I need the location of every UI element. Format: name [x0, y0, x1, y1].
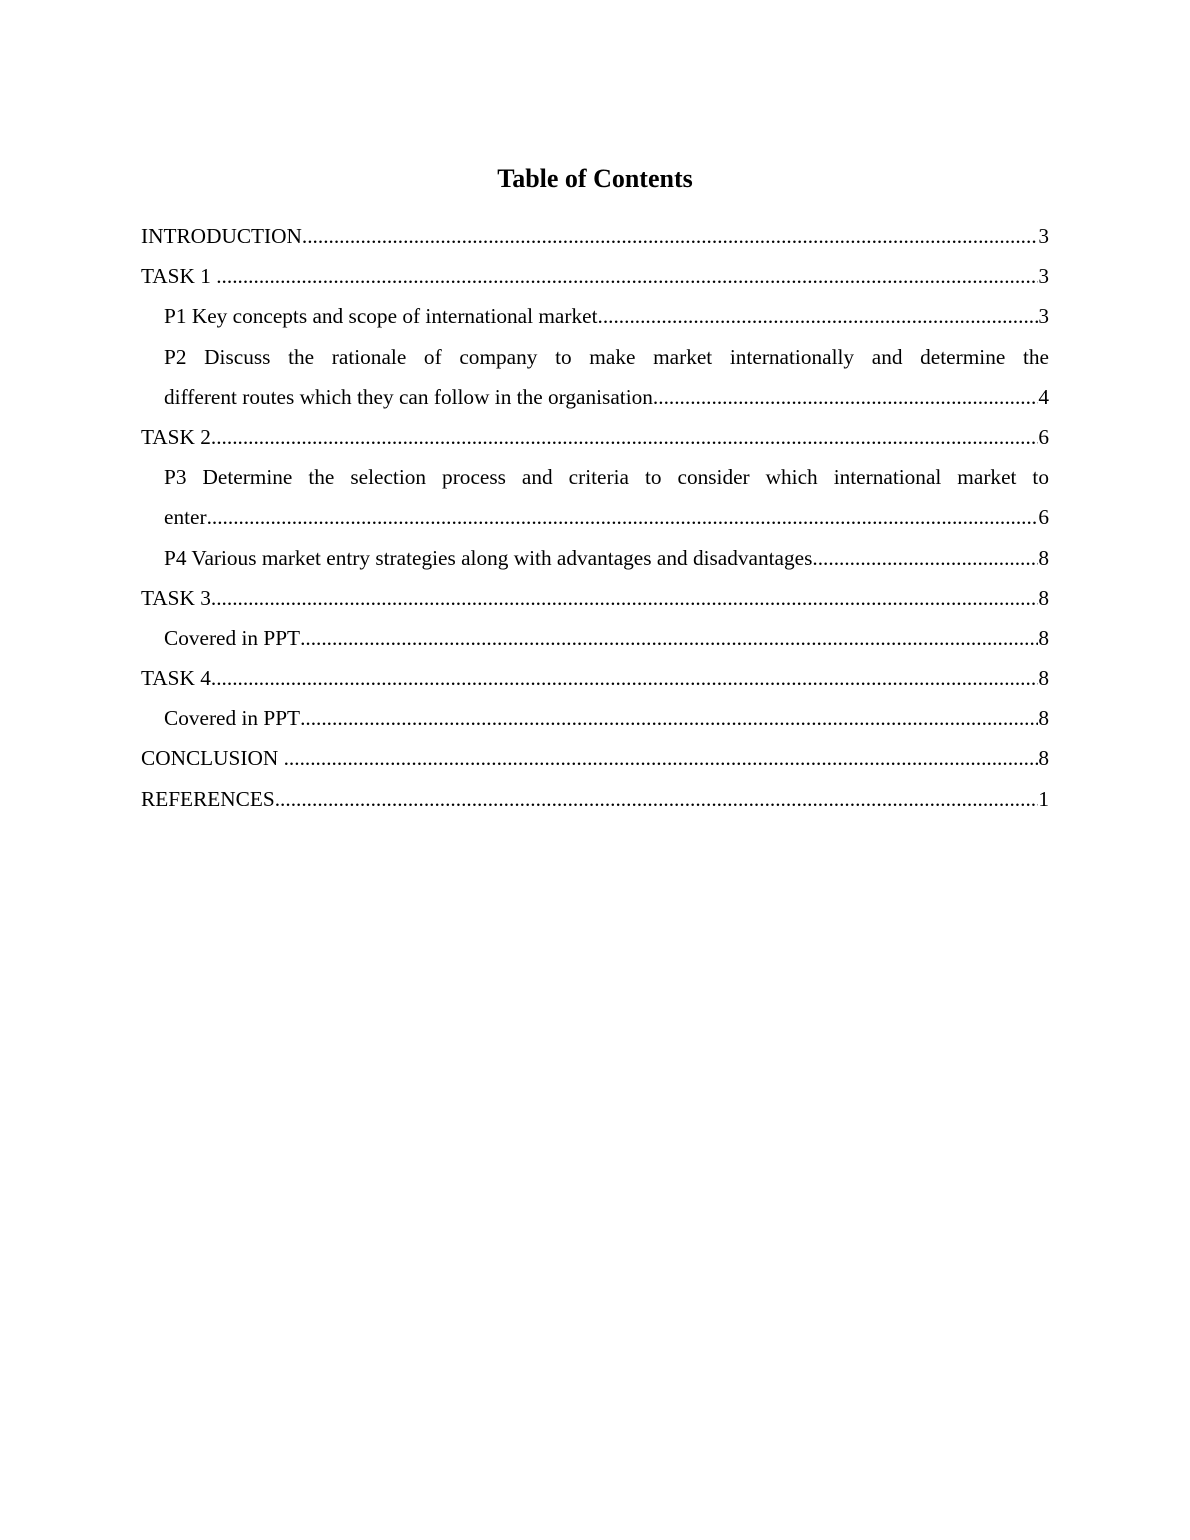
toc-entry-label: Covered in PPT	[164, 625, 301, 650]
dot-leader	[211, 658, 1038, 698]
toc-entry-references[interactable]	[141, 779, 1049, 819]
toc-entry-task-3[interactable]	[141, 578, 1049, 618]
toc-entry-label-line1: P3 Determine the selection process and criteria to consider which international market to	[164, 465, 1049, 490]
table-of-contents	[141, 216, 1049, 819]
toc-entry-page: 6	[1038, 424, 1049, 449]
toc-entry-p4[interactable]	[141, 538, 1049, 578]
toc-entry-label: INTRODUCTION	[141, 224, 302, 248]
dot-leader	[275, 779, 1039, 819]
toc-entry-label: TASK 4	[141, 666, 211, 691]
dot-leader	[211, 578, 1038, 618]
toc-entry-task-4-covered[interactable]	[141, 698, 1049, 738]
toc-entry-page: 8	[1038, 666, 1049, 691]
toc-entry-page: 6	[1038, 505, 1049, 530]
toc-entry-label: P4 Various market entry strategies along with advantages and disadvantages	[164, 545, 813, 570]
toc-entry-line2	[164, 497, 1049, 537]
toc-entry-page: 3	[1038, 224, 1049, 248]
dot-leader	[300, 618, 1038, 658]
toc-entry-label: Covered in PPT	[164, 706, 301, 731]
toc-entry-p1[interactable]	[141, 296, 1049, 336]
toc-entry-label: P1 Key concepts and scope of international market	[164, 304, 598, 329]
toc-entry-introduction[interactable]	[141, 216, 1049, 256]
toc-entry-page: 3	[1038, 304, 1049, 329]
dot-leader	[207, 497, 1039, 537]
toc-entry-page: 8	[1038, 585, 1049, 610]
dot-leader	[300, 698, 1038, 738]
toc-entry-task-3-covered[interactable]	[141, 618, 1049, 658]
toc-entry-task-4[interactable]	[141, 658, 1049, 698]
toc-entry-label-line2: enter	[164, 505, 207, 530]
toc-entry-page: 8	[1038, 746, 1049, 771]
toc-entry-page: 4	[1038, 384, 1049, 409]
toc-entry-label: TASK 1	[141, 264, 217, 289]
toc-entry-page: 3	[1038, 264, 1049, 289]
toc-entry-label-line2: different routes which they can follow in the organisation	[164, 384, 653, 409]
toc-entry-label: TASK 2	[141, 424, 211, 449]
dot-leader	[284, 738, 1039, 778]
dot-leader	[598, 296, 1039, 336]
toc-entry-p3[interactable]	[141, 457, 1049, 537]
dot-leader	[211, 417, 1038, 457]
toc-entry-page: 1	[1038, 786, 1049, 811]
toc-entry-p2[interactable]	[141, 337, 1049, 417]
toc-entry-conclusion[interactable]	[141, 738, 1049, 778]
dot-leader	[812, 538, 1038, 578]
dot-leader	[653, 377, 1038, 417]
toc-entry-label: TASK 3	[141, 585, 211, 610]
dot-leader	[216, 256, 1038, 296]
dot-leader	[302, 216, 1038, 256]
toc-entry-task-1[interactable]	[141, 256, 1049, 296]
toc-entry-label-line1: P2 Discuss the rationale of company to make market internationally and determine the	[164, 344, 1049, 369]
toc-entry-line2	[164, 377, 1049, 417]
toc-entry-page: 8	[1038, 545, 1049, 570]
toc-entry-label: REFERENCES	[141, 786, 275, 811]
toc-title: Table of Contents	[497, 164, 693, 193]
toc-entry-page: 8	[1038, 625, 1049, 650]
toc-entry-label: CONCLUSION	[141, 746, 284, 771]
toc-entry-task-2[interactable]	[141, 417, 1049, 457]
toc-entry-page: 8	[1038, 706, 1049, 731]
